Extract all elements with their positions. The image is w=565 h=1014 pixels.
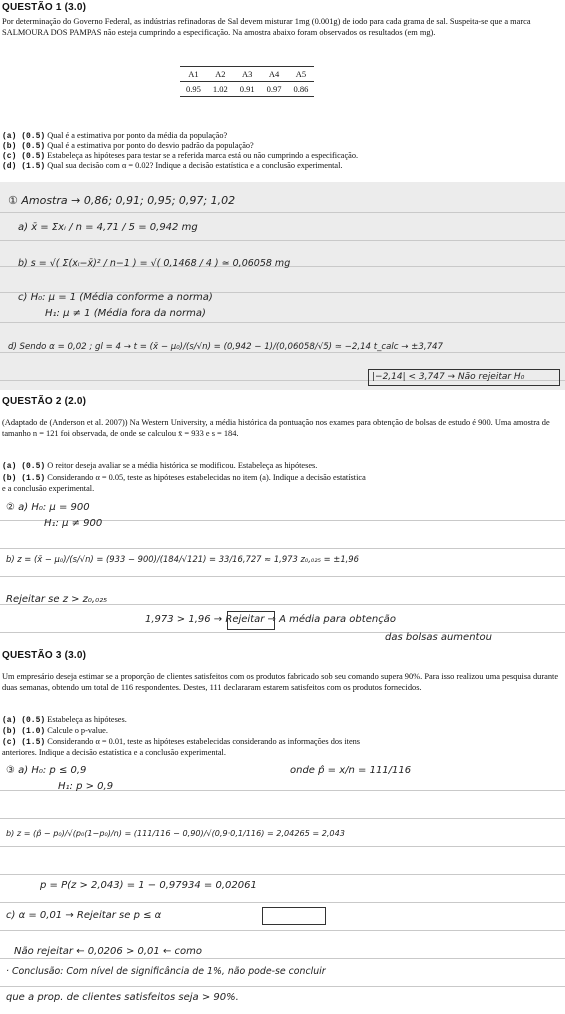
item-text: Calcule o p-value. [47, 726, 108, 735]
handwritten-answer: b) z = (p̂ − p₀)/√(p₀(1−p₀)/n) = (111/116 − 0,90)/√(0,9·0,1/116) = 2,04265 = 2,043 [6, 828, 345, 838]
handwritten-answer: que a prop. de clientes satisfeitos seja > 90%. [6, 992, 239, 1003]
item-text: Qual sua decisão com α = 0.02? Indique a decisão estatística e a conclusão experimental. [47, 161, 343, 170]
table-cell: 0.91 [234, 82, 261, 97]
item-label: (c) (0.5) [2, 152, 46, 161]
handwritten-answer: a) x̄ = Σxᵢ / n = 4,71 / 5 = 0,942 mg [18, 222, 198, 233]
ruled-line [0, 212, 565, 213]
handwritten-answer: b) s = √( Σ(xᵢ−x̄)² / n−1 ) = √( 0,1468 / 4 ) ≃ 0,06058 mg [18, 258, 291, 269]
item-label: (b) (0.5) [2, 142, 46, 151]
handwritten-answer: H₁: μ ≠ 900 [44, 518, 103, 529]
question-item [2, 715, 127, 726]
question-item [2, 161, 342, 172]
sample-table [180, 66, 314, 97]
question-item [2, 726, 108, 737]
ruled-line [0, 930, 565, 931]
handwritten-answer: d) Sendo α = 0,02 ; gl = 4 → t = (x̄ − μ₀)/(s/√n) = (0,942 − 1)/(0,06058/√5) ≃ −2,14 t_calc → ±3,747 [8, 342, 443, 352]
item-text: e a conclusão experimental. [2, 484, 95, 493]
item-label: (a) (0.5) [2, 716, 46, 725]
item-text: Considerando α = 0.01, teste as hipóteses estabelecidas considerando as informações dos itens [47, 737, 361, 746]
highlight-box [262, 907, 326, 925]
handwritten-answer: H₁: μ ≠ 1 (Média fora da norma) [45, 308, 206, 319]
item-label: (a) (0.5) [2, 462, 46, 471]
table-cell: 0.95 [180, 82, 207, 97]
table-cell: 0.97 [261, 82, 288, 97]
item-label: (b) (1.0) [2, 727, 46, 736]
highlight-box [368, 369, 560, 386]
ruled-line [0, 846, 565, 847]
table-header: A5 [288, 67, 315, 82]
item-label: (a) (0.5) [2, 132, 46, 141]
ruled-line [0, 818, 565, 819]
question-3-title: QUESTÃO 3 (3.0) [2, 650, 87, 661]
table-header: A4 [261, 67, 288, 82]
handwritten-answer: Não rejeitar ← 0,0206 > 0,01 ← como [14, 946, 202, 957]
item-text: Estabeleça as hipóteses. [47, 715, 127, 724]
handwritten-answer: c) H₀: μ = 1 (Média conforme a norma) [18, 292, 213, 303]
item-text: O reitor deseja avaliar se a média histórica se modificou. Estabeleça as hipóteses. [47, 461, 318, 470]
question-2-statement: (Adaptado de (Anderson et al. 2007)) Na Western University, a média histórica da pontuação nos exames para obtenção de bolsas de estudo é 900. Uma amostra de tamanho n = 121 foi observada, de onde se calculou x̄ = 933 e s = 184. [2, 418, 550, 438]
table-cell: 1.02 [207, 82, 234, 97]
question-3-statement: Um empresário deseja estimar se a proporção de clientes satisfeitos com os produtos fabricado sob seu comando supera 90%. Para isso realizou uma pesquisa durante duas semanas, obtendo um total de 116 respondentes. Destes, 111 declararam estarem satisfeitos com os produtos fornecidos. [2, 672, 559, 692]
handwritten-answer: H₁: p > 0,9 [58, 781, 114, 792]
handwritten-answer: · Conclusão: Com nível de significância de 1%, não pode-se concluir [6, 966, 326, 977]
question-1-title: QUESTÃO 1 (3.0) [2, 2, 87, 13]
item-text: Qual é a estimativa por ponto do desvio padrão da população? [47, 141, 254, 150]
item-text: anteriores. Indique a decisão estatística e a conclusão experimental. [2, 748, 226, 757]
table-header: A2 [207, 67, 234, 82]
handwritten-answer: c) α = 0,01 → Rejeitar se p ≤ α [6, 910, 162, 921]
handwritten-answer: b) z = (x̄ − μ₀)/(s/√n) = (933 − 900)/(184/√121) = 33/16,727 ≈ 1,973 z₀,₀₂₅ = ±1,96 [6, 554, 359, 564]
ruled-line [0, 986, 565, 987]
handwritten-answer: ③ a) H₀: p ≤ 0,9 [6, 765, 87, 776]
item-label: (b) (1.5) [2, 474, 46, 483]
question-item [2, 461, 317, 472]
ruled-line [0, 958, 565, 959]
handwritten-answer: p = P(z > 2,043) = 1 − 0,97934 = 0,02061 [40, 880, 257, 891]
handwritten-answer: Rejeitar se z > z₀,₀₂₅ [6, 594, 108, 605]
question-item [2, 473, 366, 484]
table-header: A1 [180, 67, 207, 82]
ruled-line [0, 576, 565, 577]
table-cell: 0.86 [288, 82, 315, 97]
ruled-line [0, 902, 565, 903]
item-text: Qual é a estimativa por ponto da média da população? [47, 131, 228, 140]
answer-area-1 [0, 182, 565, 390]
ruled-line [0, 240, 565, 241]
handwritten-answer: ② a) H₀: μ = 900 [6, 502, 90, 513]
ruled-line [0, 322, 565, 323]
handwritten-answer: ① Amostra → 0,86; 0,91; 0,95; 0,97; 1,02 [8, 194, 236, 207]
item-text: Considerando α = 0.05, teste as hipóteses estabelecidas no item (a). Indique a decisão estatística [47, 473, 366, 482]
ruled-line [0, 352, 565, 353]
question-1-statement: Por determinação do Governo Federal, as indústrias refinadoras de Sal devem misturar 1mg (0.001g) de iodo para cada grama de sal. Suspeita-se que a marca SALMOURA DOS PAMPAS não esteja cumprindo a especificação. Na amostra abaixo foram observados os resultados (em mg). [2, 17, 531, 37]
ruled-line [0, 548, 565, 549]
highlight-box [227, 611, 275, 630]
table-header: A3 [234, 67, 261, 82]
question-2-title: QUESTÃO 2 (2.0) [2, 396, 87, 407]
question-item [2, 748, 226, 758]
ruled-line [0, 874, 565, 875]
question-item [2, 737, 360, 748]
handwritten-answer: onde p̂ = x/n = 111/116 [290, 765, 412, 776]
item-text: Estabeleça as hipóteses para testar se a referida marca está ou não cumprindo a especificação. [47, 151, 359, 160]
handwritten-answer: |−2,14| < 3,747 → Não rejeitar H₀ [372, 372, 525, 382]
item-label: (d) (1.5) [2, 162, 46, 171]
item-label: (c) (1.5) [2, 738, 46, 747]
question-item [2, 484, 94, 494]
handwritten-answer: 1,973 > 1,96 → Rejeitar → A média para obtenção [145, 614, 396, 625]
handwritten-answer: das bolsas aumentou [385, 632, 492, 643]
